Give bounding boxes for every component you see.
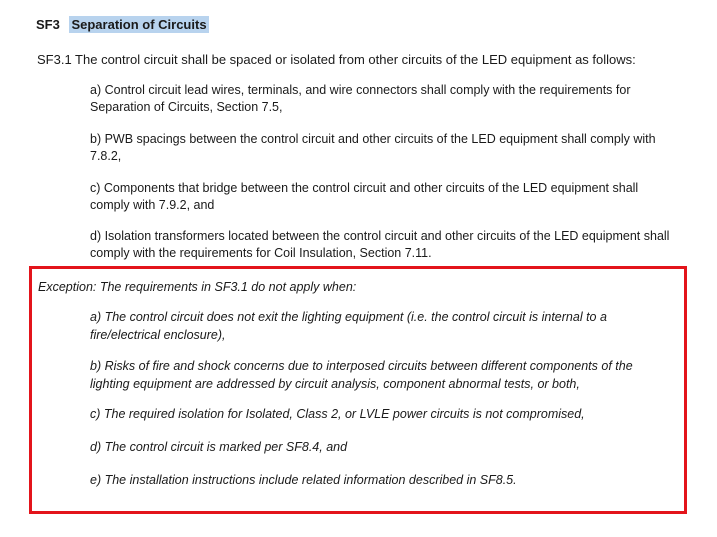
list-item: a) Control circuit lead wires, terminals, and wire connectors shall comply with the requirements for Separation of Circuits, Section 7.5, <box>90 83 631 114</box>
list-item: c) Components that bridge between the control circuit and other circuits of the LED equipment shall comply with 7.9.2, and <box>90 181 639 212</box>
exception-item: b) Risks of fire and shock concerns due to interposed circuits between different components of the lighting equipment are addressed by circuit analysis, component abnormal tests, or both, <box>90 359 633 391</box>
clause-text: SF3.1 The control circuit shall be spaced or isolated from other circuits of the LED equipment as follows: <box>37 52 636 67</box>
list-item: b) PWB spacings between the control circuit and other circuits of the LED equipment shall comply with 7.8.2, <box>90 132 656 163</box>
exception-item: a) The control circuit does not exit the lighting equipment (i.e. the control circuit is internal to a fire/electrical enclosure), <box>90 310 607 342</box>
section-heading <box>36 16 209 34</box>
exception-item: e) The installation instructions include related information described in SF8.5. <box>90 473 517 487</box>
exception-intro: Exception: The requirements in SF3.1 do not apply when: <box>38 280 357 294</box>
section-number: SF3 <box>36 17 60 32</box>
exception-item: c) The required isolation for Isolated, Class 2, or LVLE power circuits is not compromised, <box>90 407 585 421</box>
section-title: Separation of Circuits <box>71 17 207 32</box>
list-item: d) Isolation transformers located between the control circuit and other circuits of the LED equipment shall comply with the requirements for Coil Insulation, Section 7.11. <box>90 229 670 260</box>
exception-item: d) The control circuit is marked per SF8.4, and <box>90 440 348 454</box>
